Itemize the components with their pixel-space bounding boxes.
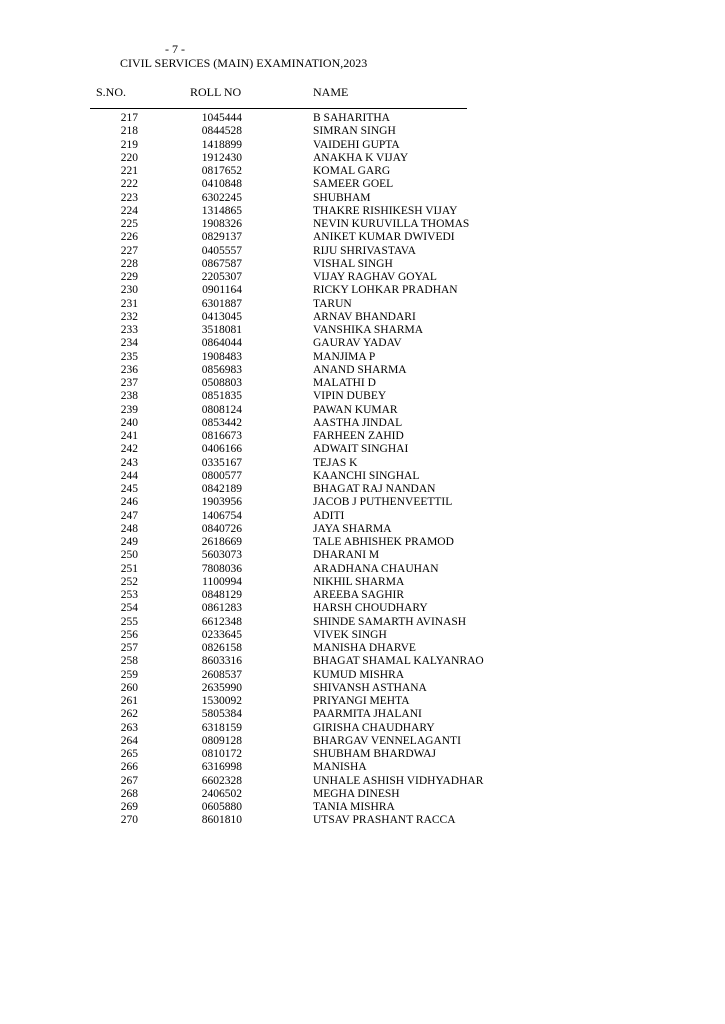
table-header bbox=[0, 84, 725, 100]
table-row bbox=[0, 576, 725, 589]
cell-name: NEVIN KURUVILLA THOMAS bbox=[313, 218, 470, 230]
table-row bbox=[0, 536, 725, 549]
cell-name: ARNAV BHANDARI bbox=[313, 310, 416, 323]
cell-sno: 251 bbox=[120, 562, 138, 575]
cell-name: GIRISHA CHAUDHARY bbox=[313, 721, 435, 734]
table-row bbox=[0, 708, 725, 721]
cell-sno: 269 bbox=[120, 801, 138, 813]
cell-name: VANSHIKA SHARMA bbox=[313, 324, 424, 336]
cell-roll-no: 0851835 bbox=[201, 390, 242, 403]
cell-sno: 244 bbox=[120, 469, 138, 482]
cell-sno: 227 bbox=[120, 244, 138, 257]
table-row bbox=[0, 364, 725, 377]
table-row bbox=[0, 775, 725, 788]
cell-sno: 263 bbox=[120, 721, 138, 734]
cell-name: TALE ABHISHEK PRAMOD bbox=[313, 536, 454, 548]
cell-name: MANISHA bbox=[313, 761, 367, 774]
cell-sno: 254 bbox=[120, 602, 138, 615]
cell-sno: 221 bbox=[120, 165, 138, 177]
cell-sno: 249 bbox=[120, 536, 138, 548]
cell-roll-no: 1912430 bbox=[201, 151, 242, 164]
cell-roll-no: 0800577 bbox=[201, 469, 242, 482]
table-row bbox=[0, 231, 725, 244]
cell-name: MALATHI D bbox=[313, 377, 376, 389]
cell-sno: 257 bbox=[120, 642, 138, 654]
cell-roll-no: 8601810 bbox=[201, 814, 242, 827]
cell-roll-no: 2205307 bbox=[201, 271, 242, 283]
table-row bbox=[0, 178, 725, 191]
table-row bbox=[0, 390, 725, 403]
cell-name: PRIYANGI MEHTA bbox=[313, 695, 410, 707]
cell-roll-no: 0829137 bbox=[201, 231, 242, 244]
table-row bbox=[0, 642, 725, 655]
cell-roll-no: 0508803 bbox=[201, 377, 242, 389]
table-row bbox=[0, 470, 725, 483]
table-row bbox=[0, 695, 725, 708]
cell-sno: 241 bbox=[120, 430, 138, 442]
cell-name: PAWAN KUMAR bbox=[313, 403, 398, 416]
cell-sno: 224 bbox=[120, 204, 138, 217]
cell-name: THAKRE RISHIKESH VIJAY bbox=[313, 204, 458, 217]
cell-name: NIKHIL SHARMA bbox=[313, 575, 405, 588]
cell-sno: 245 bbox=[120, 483, 138, 495]
cell-name: BHARGAV VENNELAGANTI bbox=[313, 734, 461, 747]
cell-sno: 232 bbox=[120, 310, 138, 323]
cell-roll-no: 1418899 bbox=[201, 138, 242, 151]
cell-sno: 222 bbox=[120, 178, 138, 191]
cell-sno: 220 bbox=[120, 151, 138, 164]
cell-name: KUMUD MISHRA bbox=[313, 668, 405, 681]
cell-name: PAARMITA JHALANI bbox=[313, 708, 422, 721]
cell-roll-no: 0816673 bbox=[201, 430, 242, 442]
cell-roll-no: 0844528 bbox=[201, 125, 242, 138]
table-row bbox=[0, 218, 725, 231]
cell-sno: 246 bbox=[120, 496, 138, 509]
table-row bbox=[0, 629, 725, 642]
cell-name: MANISHA DHARVE bbox=[313, 642, 416, 654]
cell-roll-no: 0848129 bbox=[201, 589, 242, 601]
cell-sno: 255 bbox=[120, 615, 138, 628]
table-row bbox=[0, 112, 725, 125]
cell-name: AREEBA SAGHIR bbox=[313, 589, 405, 601]
table-row bbox=[0, 152, 725, 165]
cell-roll-no: 0405557 bbox=[201, 244, 242, 257]
cell-name: TANIA MISHRA bbox=[313, 801, 395, 813]
cell-roll-no: 0809128 bbox=[201, 734, 242, 747]
header-name: NAME bbox=[313, 85, 349, 99]
cell-roll-no: 0413045 bbox=[201, 310, 242, 323]
cell-name: B SAHARITHA bbox=[313, 112, 390, 124]
cell-name: ADITI bbox=[313, 509, 345, 522]
table-row bbox=[0, 430, 725, 443]
table-row bbox=[0, 457, 725, 470]
table-row bbox=[0, 443, 725, 456]
cell-sno: 270 bbox=[120, 814, 138, 827]
cell-roll-no: 0867587 bbox=[201, 257, 242, 270]
cell-name: ADWAIT SINGHAI bbox=[313, 443, 409, 456]
cell-roll-no: 0335167 bbox=[201, 456, 242, 469]
cell-name: RICKY LOHKAR PRADHAN bbox=[313, 284, 458, 297]
cell-roll-no: 0410848 bbox=[201, 178, 242, 191]
table-row bbox=[0, 284, 725, 297]
cell-sno: 217 bbox=[120, 112, 138, 124]
table-row bbox=[0, 748, 725, 761]
cell-name: ANAKHA K VIJAY bbox=[313, 151, 409, 164]
cell-roll-no: 8603316 bbox=[201, 655, 242, 668]
cell-roll-no: 3518081 bbox=[201, 324, 242, 336]
cell-sno: 230 bbox=[120, 284, 138, 297]
table-row bbox=[0, 801, 725, 814]
cell-roll-no: 0842189 bbox=[201, 483, 242, 495]
table-row bbox=[0, 682, 725, 695]
table-row bbox=[0, 735, 725, 748]
cell-name: SHIVANSH ASTHANA bbox=[313, 681, 427, 694]
cell-roll-no: 2618669 bbox=[201, 536, 242, 548]
cell-roll-no: 1530092 bbox=[201, 695, 242, 707]
cell-sno: 240 bbox=[120, 416, 138, 429]
table-row bbox=[0, 377, 725, 390]
table-row bbox=[0, 563, 725, 576]
cell-name: SHUBHAM bbox=[313, 191, 371, 204]
table-row bbox=[0, 602, 725, 615]
cell-sno: 225 bbox=[120, 218, 138, 230]
cell-roll-no: 1100994 bbox=[202, 575, 242, 588]
cell-name: ANIKET KUMAR DWIVEDI bbox=[313, 231, 455, 244]
table-row bbox=[0, 165, 725, 178]
cell-sno: 228 bbox=[120, 257, 138, 270]
cell-sno: 265 bbox=[120, 748, 138, 760]
table-row bbox=[0, 125, 725, 138]
cell-sno: 226 bbox=[120, 231, 138, 244]
header-divider bbox=[90, 108, 467, 109]
cell-name: DHARANI M bbox=[313, 549, 380, 562]
cell-name: JACOB J PUTHENVEETTIL bbox=[313, 496, 453, 509]
cell-roll-no: 0901164 bbox=[202, 284, 242, 297]
cell-roll-no: 6318159 bbox=[201, 721, 242, 734]
cell-name: MANJIMA P bbox=[313, 350, 376, 363]
cell-roll-no: 1406754 bbox=[201, 509, 242, 522]
cell-sno: 253 bbox=[120, 589, 138, 601]
cell-roll-no: 2635990 bbox=[201, 681, 242, 694]
cell-name: VIJAY RAGHAV GOYAL bbox=[313, 271, 437, 283]
cell-sno: 233 bbox=[120, 324, 138, 336]
cell-name: TEJAS K bbox=[313, 456, 358, 469]
cell-name: BHAGAT SHAMAL KALYANRAO bbox=[313, 655, 484, 668]
table-row bbox=[0, 483, 725, 496]
results-table-body bbox=[0, 112, 725, 828]
table-row bbox=[0, 258, 725, 271]
cell-roll-no: 0817652 bbox=[201, 165, 242, 177]
cell-sno: 248 bbox=[120, 522, 138, 535]
cell-name: FARHEEN ZAHID bbox=[313, 430, 404, 442]
cell-roll-no: 0853442 bbox=[201, 416, 242, 429]
cell-roll-no: 0864044 bbox=[201, 337, 242, 350]
cell-sno: 250 bbox=[120, 549, 138, 562]
cell-roll-no: 5603073 bbox=[201, 549, 242, 562]
cell-sno: 229 bbox=[120, 271, 138, 283]
cell-roll-no: 0808124 bbox=[201, 403, 242, 416]
cell-sno: 266 bbox=[120, 761, 138, 774]
cell-name: JAYA SHARMA bbox=[313, 522, 392, 535]
cell-name: SHUBHAM BHARDWAJ bbox=[313, 748, 437, 760]
cell-name: SAMEER GOEL bbox=[313, 178, 394, 191]
table-row bbox=[0, 271, 725, 284]
table-row bbox=[0, 589, 725, 602]
cell-roll-no: 6612348 bbox=[201, 615, 242, 628]
cell-roll-no: 1903956 bbox=[201, 496, 242, 509]
cell-roll-no: 0856983 bbox=[201, 363, 242, 376]
cell-roll-no: 0861283 bbox=[201, 602, 242, 615]
cell-sno: 238 bbox=[120, 390, 138, 403]
table-row bbox=[0, 616, 725, 629]
cell-name: HARSH CHOUDHARY bbox=[313, 602, 428, 615]
table-row bbox=[0, 298, 725, 311]
cell-roll-no: 0233645 bbox=[201, 628, 242, 641]
cell-name: VAIDEHI GUPTA bbox=[313, 138, 400, 151]
cell-roll-no: 1314865 bbox=[201, 204, 242, 217]
cell-sno: 235 bbox=[120, 350, 138, 363]
cell-name: UTSAV PRASHANT RACCA bbox=[313, 814, 456, 827]
table-row bbox=[0, 245, 725, 258]
cell-sno: 262 bbox=[120, 708, 138, 721]
cell-sno: 267 bbox=[120, 774, 138, 787]
table-row bbox=[0, 139, 725, 152]
table-row bbox=[0, 669, 725, 682]
table-row bbox=[0, 337, 725, 350]
cell-name: UNHALE ASHISH VIDHYADHAR bbox=[313, 774, 484, 787]
cell-name: ANAND SHARMA bbox=[313, 363, 407, 376]
cell-roll-no: 1908483 bbox=[201, 350, 242, 363]
cell-name: VIPIN DUBEY bbox=[313, 390, 387, 403]
table-row bbox=[0, 192, 725, 205]
table-row bbox=[0, 351, 725, 364]
exam-title: CIVIL SERVICES (MAIN) EXAMINATION,2023 bbox=[120, 56, 368, 70]
cell-name: ARADHANA CHAUHAN bbox=[313, 562, 439, 575]
cell-sno: 223 bbox=[120, 191, 138, 204]
cell-sno: 234 bbox=[120, 337, 138, 350]
cell-name: KOMAL GARG bbox=[313, 165, 391, 177]
cell-roll-no: 6301887 bbox=[201, 297, 242, 310]
cell-name: BHAGAT RAJ NANDAN bbox=[313, 483, 436, 495]
cell-sno: 219 bbox=[120, 138, 138, 151]
cell-name: SIMRAN SINGH bbox=[313, 125, 396, 138]
cell-sno: 239 bbox=[120, 403, 138, 416]
cell-sno: 242 bbox=[120, 443, 138, 456]
cell-roll-no: 2406502 bbox=[201, 787, 242, 800]
table-row bbox=[0, 510, 725, 523]
cell-sno: 252 bbox=[120, 575, 138, 588]
cell-roll-no: 6602328 bbox=[201, 774, 242, 787]
header-sno: S.NO. bbox=[96, 85, 127, 99]
table-row bbox=[0, 417, 725, 430]
table-row bbox=[0, 655, 725, 668]
cell-sno: 268 bbox=[120, 787, 138, 800]
cell-roll-no: 6302245 bbox=[201, 191, 242, 204]
cell-sno: 259 bbox=[120, 668, 138, 681]
cell-roll-no: 2608537 bbox=[201, 668, 242, 681]
cell-name: VISHAL SINGH bbox=[313, 257, 393, 270]
cell-name: RIJU SHRIVASTAVA bbox=[313, 244, 416, 257]
cell-roll-no: 5805384 bbox=[201, 708, 242, 721]
cell-name: VIVEK SINGH bbox=[313, 628, 387, 641]
cell-name: GAURAV YADAV bbox=[313, 337, 402, 350]
cell-roll-no: 6316998 bbox=[201, 761, 242, 774]
table-row bbox=[0, 549, 725, 562]
cell-roll-no: 0840726 bbox=[201, 522, 242, 535]
cell-name: AASTHA JINDAL bbox=[313, 416, 403, 429]
cell-name: MEGHA DINESH bbox=[313, 787, 400, 800]
table-row bbox=[0, 761, 725, 774]
header-roll-no: ROLL NO bbox=[190, 85, 242, 99]
cell-sno: 264 bbox=[120, 734, 138, 747]
cell-roll-no: 1045444 bbox=[201, 112, 242, 124]
cell-sno: 218 bbox=[120, 125, 138, 138]
table-row bbox=[0, 205, 725, 218]
cell-sno: 247 bbox=[120, 509, 138, 522]
cell-sno: 260 bbox=[120, 681, 138, 694]
table-row bbox=[0, 311, 725, 324]
table-row bbox=[0, 788, 725, 801]
cell-sno: 261 bbox=[120, 695, 138, 707]
cell-roll-no: 0406166 bbox=[201, 443, 242, 456]
table-row bbox=[0, 496, 725, 509]
cell-sno: 236 bbox=[120, 363, 138, 376]
cell-roll-no: 1908326 bbox=[201, 218, 242, 230]
cell-sno: 258 bbox=[120, 655, 138, 668]
cell-roll-no: 0826158 bbox=[201, 642, 242, 654]
table-row bbox=[0, 324, 725, 337]
table-row bbox=[0, 722, 725, 735]
cell-roll-no: 0810172 bbox=[201, 748, 242, 760]
page-number: - 7 - bbox=[165, 42, 185, 56]
cell-name: TARUN bbox=[313, 297, 352, 310]
table-row bbox=[0, 523, 725, 536]
cell-name: SHINDE SAMARTH AVINASH bbox=[313, 615, 467, 628]
cell-sno: 243 bbox=[120, 456, 138, 469]
cell-roll-no: 0605880 bbox=[201, 801, 242, 813]
cell-roll-no: 7808036 bbox=[201, 562, 242, 575]
cell-sno: 237 bbox=[120, 377, 138, 389]
table-row bbox=[0, 404, 725, 417]
table-row bbox=[0, 814, 725, 827]
cell-sno: 256 bbox=[120, 628, 138, 641]
cell-sno: 231 bbox=[120, 297, 138, 310]
cell-name: KAANCHI SINGHAL bbox=[313, 469, 420, 482]
